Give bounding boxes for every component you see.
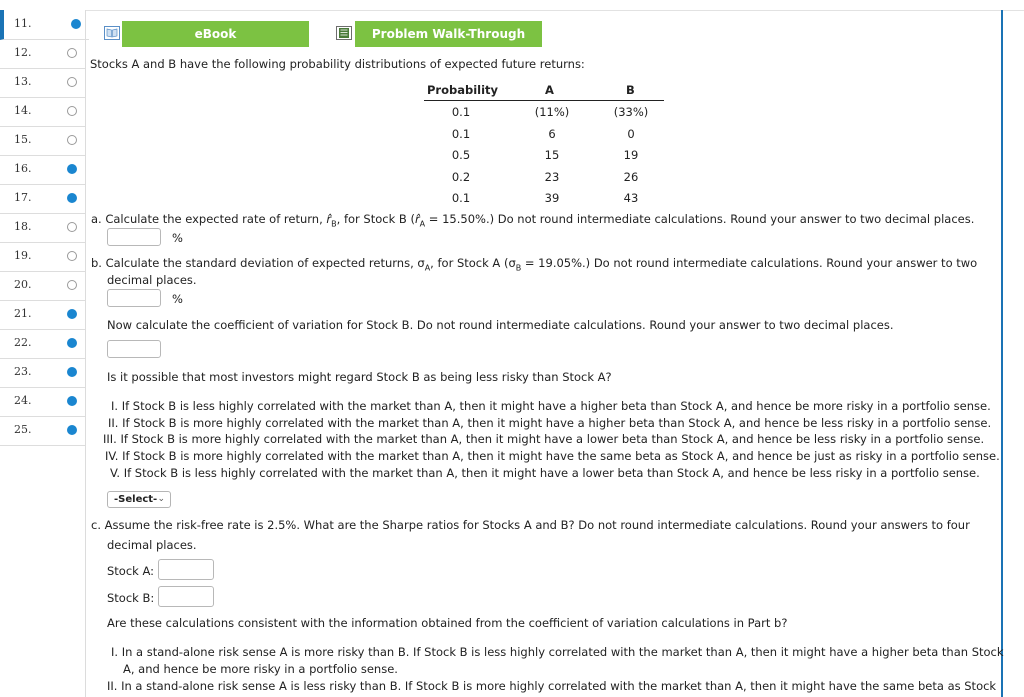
coefficient-of-variation-input[interactable] <box>107 340 161 358</box>
question-nav-item[interactable] <box>0 387 85 417</box>
consistency-option: A, and hence be more risky in a portfolio sense. <box>123 662 398 676</box>
risk-option: V. If Stock B is less highly correlated with the market than A, then it might have a lower beta than Stock A, and hence be less risky in a portfolio sense. <box>110 465 980 480</box>
part-b-prompt: b. Calculate the standard deviation of expected returns, $\sigma_A$, for Stock A $(\sigma_B = 19.05\%.)$ Do not round intermediate calculations. Round your answer to two <box>91 256 978 273</box>
question-nav-item[interactable] <box>0 184 85 214</box>
question-number: 16. <box>14 162 32 175</box>
risk-option: IV. If Stock B is more highly correlated with the market than A, then it might have the same beta as Stock A, and hence be just as risky in a portfolio sense. <box>105 449 1000 464</box>
unanswered-status-icon <box>67 77 77 87</box>
table-cell: (11%) <box>534 105 570 119</box>
table-header-rule <box>424 100 664 101</box>
std-dev-a-input[interactable] <box>107 289 161 307</box>
question-number: 15. <box>14 133 32 146</box>
question-number: 22. <box>14 336 32 349</box>
unanswered-status-icon <box>67 280 77 290</box>
content-right-border <box>1001 10 1003 697</box>
answered-status-icon <box>67 309 77 319</box>
question-number: 18. <box>14 220 32 233</box>
table-cell: 0.1 <box>451 191 471 205</box>
header-a: A <box>545 83 554 97</box>
sharpe-b-input[interactable] <box>158 586 214 607</box>
table-cell: 15 <box>544 148 560 162</box>
ebook-button[interactable]: eBook <box>122 21 309 47</box>
question-nav-item[interactable] <box>0 300 85 330</box>
top-divider <box>0 0 1024 11</box>
unanswered-status-icon <box>67 222 77 232</box>
question-nav-item[interactable] <box>0 68 85 98</box>
question-nav-item[interactable] <box>0 97 85 127</box>
question-number: 19. <box>14 249 32 262</box>
question-number: 11. <box>14 17 32 30</box>
table-cell: (33%) <box>613 105 649 119</box>
table-cell: 0.2 <box>451 169 471 184</box>
consistency-option: II. In a stand-alone risk sense A is less risky than B. If Stock B is more highly correlated with the market than A, then it might have the same beta as Stock <box>107 679 997 693</box>
risk-question: Is it possible that most investors might regard Stock B as being less risky than Stock A? <box>107 370 612 384</box>
question-nav-item[interactable] <box>0 329 85 359</box>
question-number: 21. <box>14 307 32 320</box>
table-cell: 0 <box>627 126 635 141</box>
unanswered-status-icon <box>67 106 77 116</box>
expected-return-b-input[interactable] <box>107 228 161 246</box>
answered-status-icon <box>67 425 77 435</box>
unanswered-status-icon <box>67 251 77 261</box>
question-number: 24. <box>14 394 32 407</box>
problem-intro: Stocks A and B have the following probability distributions of expected future returns: <box>90 57 585 71</box>
part-c-prompt-line2: decimal places. <box>107 538 197 552</box>
part-c-prompt: c. Assume the risk-free rate is 2.5%. What are the Sharpe ratios for Stocks A and B? Do not round intermediate calculations. Round your answers to four <box>91 518 970 532</box>
consistency-option: I. In a stand-alone risk sense A is more risky than B. If Stock B is less highly correlated with the market than A, then it might have a higher beta than Stock <box>111 645 1004 659</box>
question-nav-item[interactable] <box>0 155 85 185</box>
ebook-icon[interactable] <box>104 26 120 40</box>
answered-status-icon <box>67 338 77 348</box>
table-cell: 43 <box>623 191 639 205</box>
question-nav-item[interactable] <box>0 242 85 272</box>
question-nav-item[interactable] <box>0 271 85 301</box>
part-b-prompt-line2: decimal places. <box>107 273 197 287</box>
table-cell: 23 <box>544 169 560 184</box>
percent-unit-b: % <box>172 292 183 306</box>
question-nav-item[interactable] <box>0 126 85 156</box>
question-number: 25. <box>14 423 32 436</box>
risk-option: II. If Stock B is more highly correlated with the market than A, then it might have a higher beta than Stock A, and hence be less risky in a portfolio sense. <box>108 415 992 430</box>
question-nav-item[interactable] <box>0 10 89 40</box>
question-nav-item[interactable] <box>0 213 85 243</box>
answered-status-icon <box>67 396 77 406</box>
table-cell: 39 <box>544 191 560 205</box>
risk-answer-select[interactable]: -Select- ⌄ <box>107 491 171 508</box>
walkthrough-icon[interactable] <box>336 26 352 40</box>
table-cell: 19 <box>623 148 639 162</box>
chevron-down-icon: ⌄ <box>157 494 165 504</box>
part-a-prompt: a. Calculate the expected rate of return, $r̂_B$, for Stock B $(r̂_A = 15.50\%.)$ Do not round intermediate calculations. Round your answer to two decimal places. <box>91 212 975 229</box>
stock-b-label: Stock B: <box>107 591 155 605</box>
question-number: 17. <box>14 191 32 204</box>
header-probability: Probability <box>427 83 499 97</box>
answered-status-icon <box>67 367 77 377</box>
question-number: 13. <box>14 75 32 88</box>
unanswered-status-icon <box>67 48 77 58</box>
risk-option: I. If Stock B is less highly correlated with the market than A, then it might have a higher beta than Stock A, and hence be more risky in a portfolio sense. <box>111 399 991 413</box>
question-nav-item[interactable] <box>0 39 85 69</box>
table-cell: 26 <box>623 169 639 184</box>
sharpe-a-input[interactable] <box>158 559 214 580</box>
question-number: 12. <box>14 46 32 59</box>
stock-a-label: Stock A: <box>107 564 155 578</box>
question-number: 20. <box>14 278 32 291</box>
answered-status-icon <box>67 193 77 203</box>
header-b: B <box>626 83 635 97</box>
problem-walkthrough-button[interactable]: Problem Walk-Through <box>355 21 542 47</box>
table-cell: 0.1 <box>451 105 471 119</box>
unanswered-status-icon <box>67 135 77 145</box>
answered-status-icon <box>71 19 81 29</box>
question-nav-item[interactable] <box>0 358 85 388</box>
question-nav-item[interactable] <box>0 416 85 446</box>
percent-unit-a: % <box>172 231 183 245</box>
consistency-question: Are these calculations consistent with the information obtained from the coefficient of variation calculations in Part b? <box>107 616 788 630</box>
answered-status-icon <box>67 164 77 174</box>
table-cell: 6 <box>548 126 556 141</box>
risk-option: III. If Stock B is more highly correlated with the market than A, then it might have a lower beta than Stock A, and hence be less risky in a portfolio sense. <box>103 432 985 447</box>
question-navigator <box>0 10 86 697</box>
question-number: 14. <box>14 104 32 117</box>
cv-prompt: Now calculate the coefficient of variation for Stock B. Do not round intermediate calculations. Round your answer to two decimal places. <box>107 318 894 332</box>
question-number: 23. <box>14 365 32 378</box>
table-cell: 0.1 <box>451 126 471 141</box>
table-cell: 0.5 <box>451 148 471 162</box>
